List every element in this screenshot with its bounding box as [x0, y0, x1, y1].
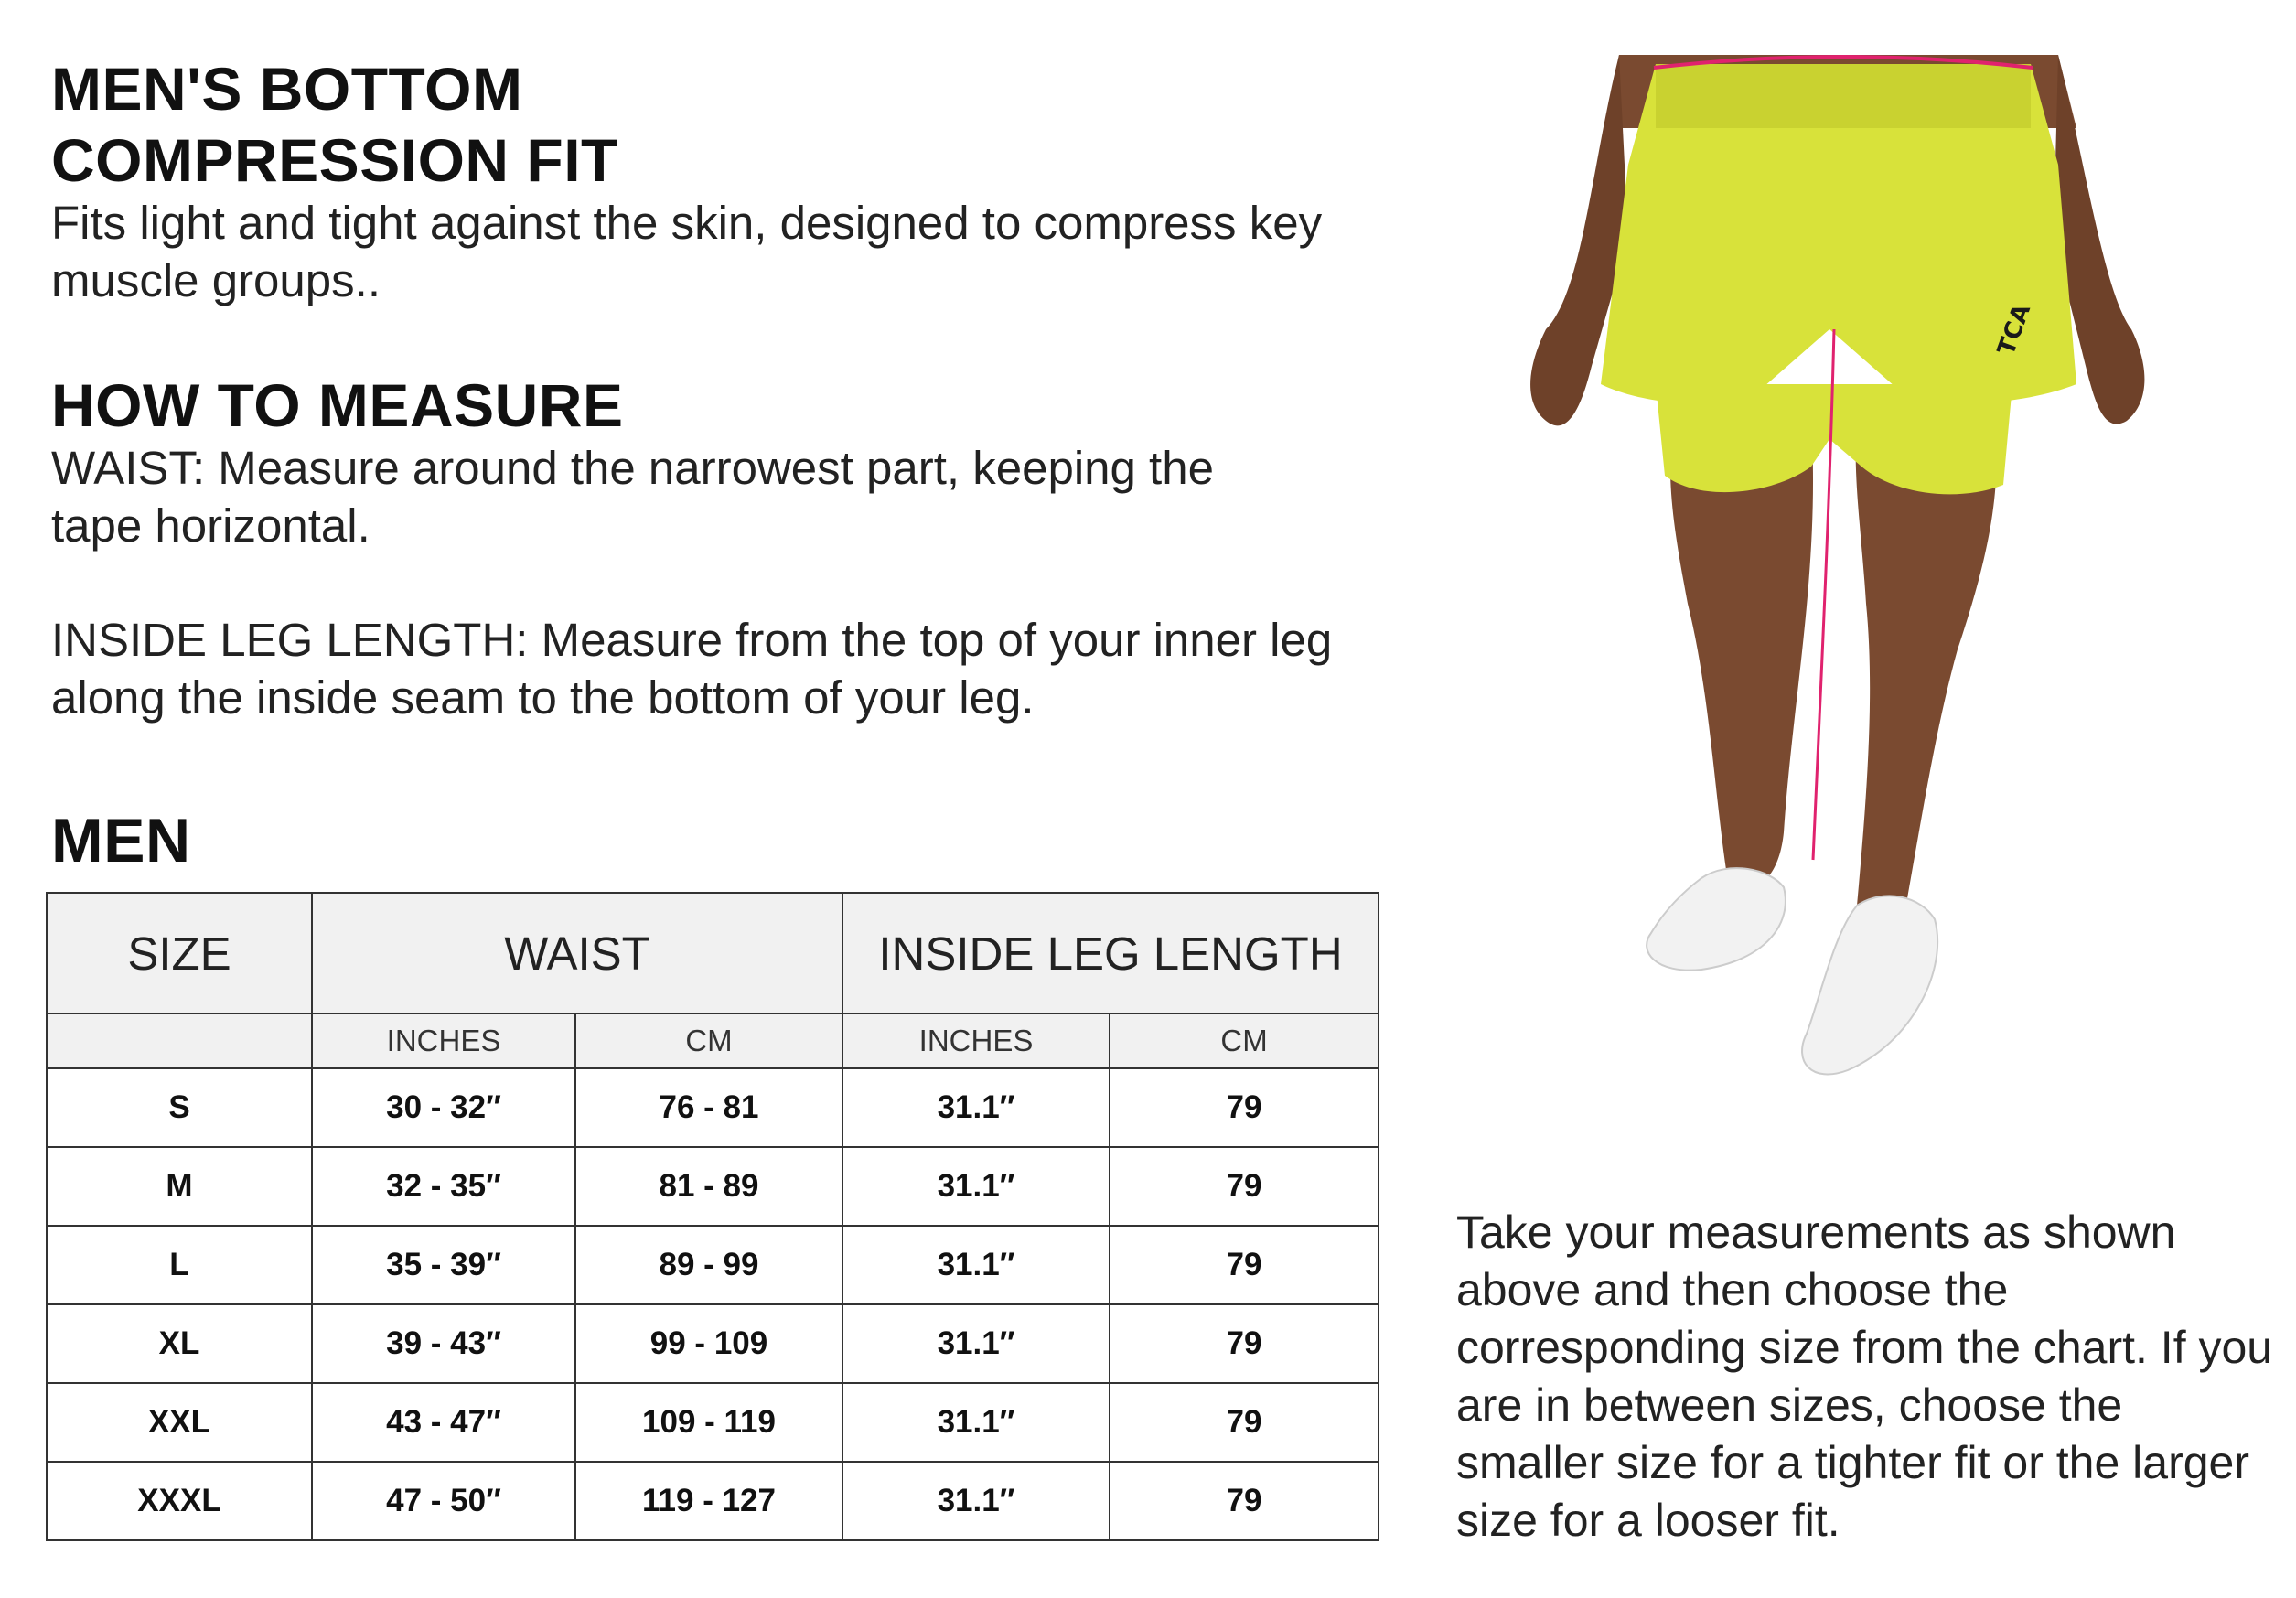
header-inside-leg: INSIDE LEG LENGTH — [842, 893, 1379, 1013]
waist-inches-cell: 39 - 43″ — [312, 1304, 575, 1383]
leg-inches-cell: 31.1″ — [842, 1462, 1110, 1540]
size-cell: S — [47, 1068, 312, 1147]
waist-cm-cell: 76 - 81 — [575, 1068, 842, 1147]
subheader-cell: CM — [575, 1013, 842, 1068]
page-title — [51, 53, 618, 196]
size-cell: XXL — [47, 1383, 312, 1462]
size-cell: M — [47, 1147, 312, 1226]
table-row — [47, 1226, 1379, 1304]
how-to-measure-title: HOW TO MEASURE — [51, 371, 624, 439]
right-leg — [1856, 421, 1997, 928]
left-shoe — [1647, 868, 1786, 971]
leg-inches-cell: 31.1″ — [842, 1304, 1110, 1383]
size-cell: XXXL — [47, 1462, 312, 1540]
header-size: SIZE — [47, 893, 312, 1013]
waist-inches-cell: 30 - 32″ — [312, 1068, 575, 1147]
subheader-cell: INCHES — [842, 1013, 1110, 1068]
page-title-line-2: COMPRESSION FIT — [51, 126, 618, 194]
right-shoe — [1802, 896, 1937, 1074]
waist-inches-cell: 35 - 39″ — [312, 1226, 575, 1304]
waist-cm-cell: 89 - 99 — [575, 1226, 842, 1304]
inside-leg-instruction: INSIDE LEG LENGTH: Measure from the top of your inner leg along the inside seam to the bottom of your leg. — [51, 614, 1333, 724]
size-cell: XL — [47, 1304, 312, 1383]
page-title-line-1: MEN'S BOTTOM — [51, 55, 523, 123]
brand-logo: TCA — [1992, 300, 2037, 359]
leg-inches-cell: 31.1″ — [842, 1383, 1110, 1462]
waistband — [1656, 64, 2031, 128]
table-subheader-row — [47, 1013, 1379, 1068]
waist-instruction: WAIST: Measure around the narrowest part, keeping the tape horizontal. — [51, 442, 1214, 552]
measurement-note: Take your measurements as shown above and then choose the corresponding size from the chart. If you are in between sizes, choose the smaller size for a tighter fit or the larger size for a looser fit. — [1456, 1207, 2273, 1546]
leg-cm-cell: 79 — [1110, 1226, 1379, 1304]
waist-inches-cell: 32 - 35″ — [312, 1147, 575, 1226]
waist-cm-cell: 119 - 127 — [575, 1462, 842, 1540]
leg-cm-cell: 79 — [1110, 1068, 1379, 1147]
leg-cm-cell: 79 — [1110, 1147, 1379, 1226]
waist-cm-cell: 99 - 109 — [575, 1304, 842, 1383]
waist-cm-cell: 109 - 119 — [575, 1383, 842, 1462]
fit-description: Fits light and tight against the skin, designed to compress key muscle groups.. — [51, 197, 1323, 306]
table-row — [47, 1462, 1379, 1540]
leg-cm-cell: 79 — [1110, 1383, 1379, 1462]
waist-inches-cell: 47 - 50″ — [312, 1462, 575, 1540]
leg-inches-cell: 31.1″ — [842, 1068, 1110, 1147]
subheader-cell: CM — [1110, 1013, 1379, 1068]
table-title: MEN — [51, 806, 191, 875]
header-waist: WAIST — [312, 893, 842, 1013]
table-row — [47, 1304, 1379, 1383]
waist-inches-cell: 43 - 47″ — [312, 1383, 575, 1462]
leg-cm-cell: 79 — [1110, 1304, 1379, 1383]
leg-inches-cell: 31.1″ — [842, 1147, 1110, 1226]
subheader-cell — [47, 1013, 312, 1068]
table-row — [47, 1383, 1379, 1462]
subheader-cell: INCHES — [312, 1013, 575, 1068]
table-row — [47, 1147, 1379, 1226]
model-photo — [1518, 55, 2159, 1116]
leg-cm-cell: 79 — [1110, 1462, 1379, 1540]
table-header-row — [47, 893, 1379, 1013]
size-chart-table — [46, 892, 1379, 1541]
size-cell: L — [47, 1226, 312, 1304]
table-row — [47, 1068, 1379, 1147]
waist-cm-cell: 81 - 89 — [575, 1147, 842, 1226]
leg-inches-cell: 31.1″ — [842, 1226, 1110, 1304]
